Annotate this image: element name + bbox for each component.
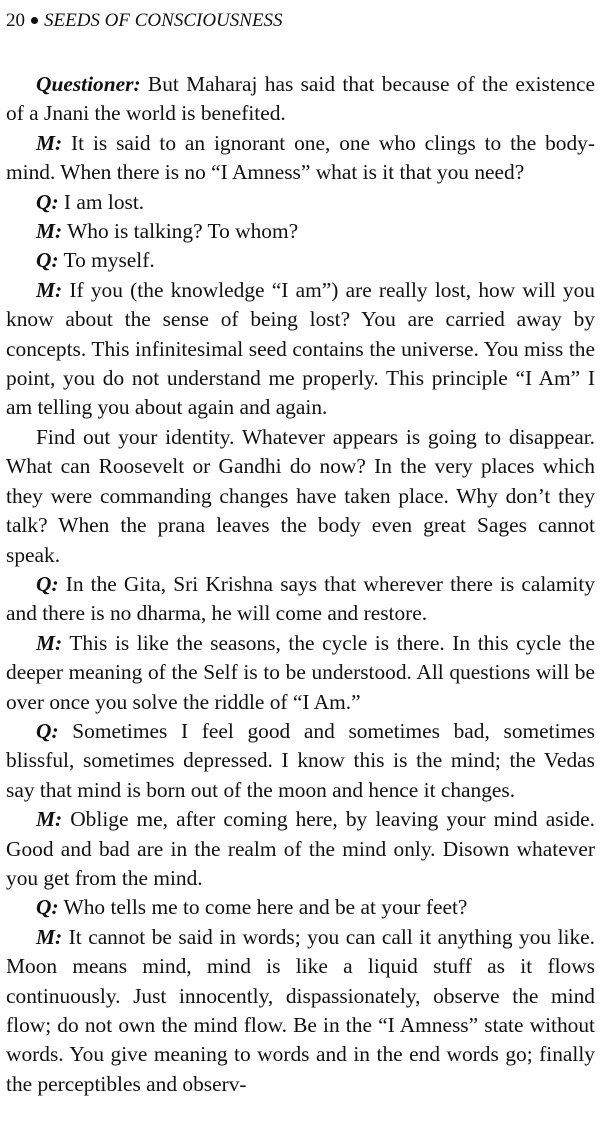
speaker-label: M: (36, 219, 63, 244)
paragraph-text: Who tells me to come here and be at your feet? (58, 895, 468, 920)
paragraph (6, 923, 595, 1099)
speaker-label: M: (36, 130, 63, 155)
speaker-label: Q: (36, 718, 59, 743)
paragraph (6, 246, 595, 275)
paragraph (6, 805, 595, 893)
speaker-label: M: (36, 924, 63, 949)
paragraph-text: Oblige me, after coming here, by leaving your mind aside. Good and bad are in the realm of the mind only. Disown whatever you get from the mind. (6, 807, 595, 890)
paragraph-text: If you (the knowledge “I am”) are really lost, how will you know about the sense of being lost? You are carried away by concepts. This infinitesimal seed contains the universe. You miss the point, you do not understand me properly. This principle “I Am” I am telling you about again and again. (6, 277, 595, 420)
paragraph (6, 717, 595, 805)
paragraph-text: But Maharaj has said that because of the existence of a Jnani the world is benefited. (6, 72, 595, 126)
paragraph-text: To myself. (58, 248, 155, 273)
body-text (6, 70, 595, 1099)
paragraph (6, 893, 595, 922)
paragraph (6, 129, 595, 188)
speaker-label: Q: (36, 571, 59, 596)
page-number: 20 (6, 10, 25, 31)
paragraph (6, 188, 595, 217)
speaker-label: M: (36, 630, 63, 655)
paragraph-text: It is said to an ignorant one, one who clings to the body-mind. When there is no “I Amness” what is it that you need? (6, 130, 595, 185)
bullet-separator-icon (31, 17, 38, 24)
speaker-label: M: (36, 807, 63, 832)
book-title: SEEDS OF CONSCIOUSNESS (44, 10, 283, 31)
running-head (6, 8, 595, 34)
speaker-label: Q: (36, 248, 59, 273)
speaker-label: Q: (36, 895, 59, 920)
paragraph-text: I am lost. (58, 189, 145, 214)
paragraph (6, 217, 595, 246)
paragraph (6, 629, 595, 717)
paragraph (6, 276, 595, 423)
speaker-label: Questioner: (36, 72, 141, 96)
paragraph-text: In the Gita, Sri Krishna says that wherever there is calamity and there is no dharma, he will come and restore. (6, 571, 595, 626)
paragraph-text: Find out your identity. Whatever appears is going to disappear. What can Roosevelt or Gandhi do now? In the very places which they were commanding changes have taken place. Why don’t they talk? When the prana leaves the body even great Sages cannot speak. (6, 424, 595, 567)
paragraph-text: It cannot be said in words; you can call it anything you like. Moon means mind, mind is like a liquid stuff as it flows continuously. Just innocently, dispassionately, observe the mind flow; do not own the mind flow. Be in the “I Amness” state without words. You give meaning to words and in the end words go; finally the perceptibles and observ- (6, 924, 595, 1096)
paragraph-text: This is like the seasons, the cycle is there. In this cycle the deeper meaning of the Self is to be understood. All questions will be over once you solve the riddle of “I Am.” (6, 630, 595, 714)
paragraph-text: Who is talking? To whom? (62, 219, 299, 244)
paragraph (6, 423, 595, 570)
paragraph (6, 70, 595, 129)
paragraph (6, 570, 595, 629)
speaker-label: M: (36, 277, 63, 302)
paragraph-text: Sometimes I feel good and sometimes bad, sometimes blissful, sometimes depressed. I know this is the mind; the Vedas say that mind is born out of the moon and hence it changes. (6, 718, 595, 802)
speaker-label: Q: (36, 189, 59, 214)
